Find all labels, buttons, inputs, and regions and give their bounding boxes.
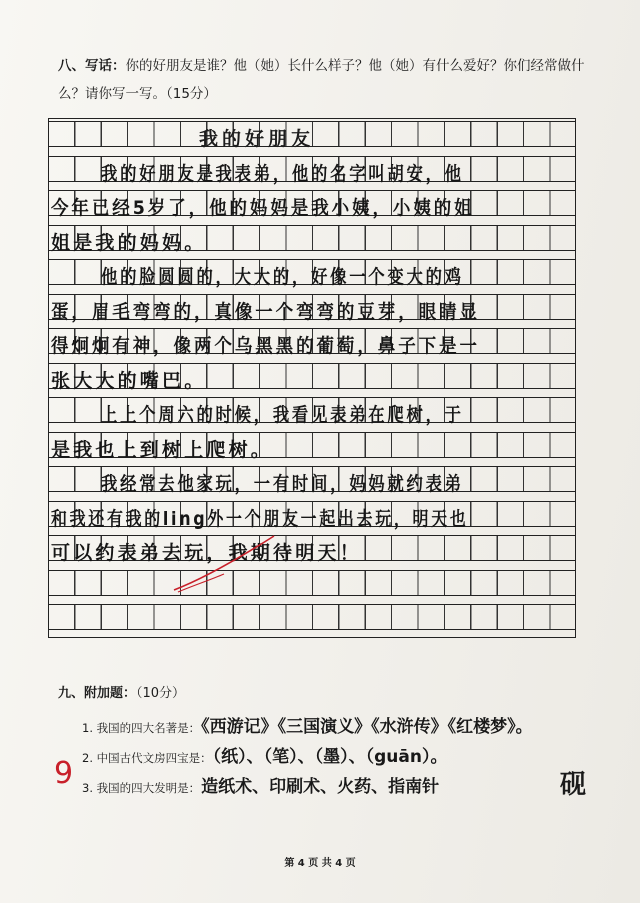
grid-row <box>49 604 575 630</box>
essay-line: 他的脸圆圆的，大大的，好像一个变大的鸡 <box>101 266 464 288</box>
red-check-mark <box>170 528 280 598</box>
question-9-item-3 <box>82 772 440 797</box>
extra-handwritten-answer: 砚 <box>560 770 587 800</box>
grid-row <box>49 190 575 219</box>
essay-line: 姐是我的妈妈。 <box>51 231 207 254</box>
grid-row <box>49 156 575 185</box>
question-9-item-1-answer: 《西游记》《三国演义》《水浒传》《红楼梦》。 <box>201 717 533 737</box>
grid-row <box>49 466 575 495</box>
question-9-item-3-answer: 造纸术、印刷术、火药、指南针 <box>201 777 440 797</box>
question-9-item-1 <box>82 712 534 737</box>
essay-line: 张大大的嘴巴。 <box>51 369 207 392</box>
grid-row <box>49 294 575 323</box>
grid-row <box>49 535 575 564</box>
question-8-prompt: 你的好朋友是谁？他（她）长什么样子？他（她）有什么爱好？你们经常做什么？请你写一写。（15分） <box>58 58 585 102</box>
essay-line: 可以约表弟去玩，我期待明天！ <box>51 542 362 564</box>
grid-row <box>49 259 575 288</box>
essay-line: 和我还有我的ling外一个朋友一起出去玩，明天也 <box>51 507 469 530</box>
essay-line: 蛋，眉毛弯弯的，真像一个弯弯的豆芽，眼睛显 <box>51 300 480 323</box>
grid-row <box>49 225 575 254</box>
writing-grid <box>48 118 576 638</box>
essay-line: 是我也上到树上爬树。 <box>51 438 274 461</box>
question-9-item-2-answer: （纸）、（笔）、（墨）、（guān）。 <box>212 747 448 767</box>
essay-line: 我的好朋友是我表弟，他的名字叫胡安，他 <box>101 162 464 185</box>
question-9-points: （10分） <box>136 686 186 701</box>
question-9 <box>58 682 185 701</box>
page-footer: 第 4 页 共 4 页 <box>284 858 356 869</box>
essay-line: 今年已经5岁了，他的妈妈是我小姨，小姨的姐 <box>51 197 475 219</box>
essay-line: 得炯炯有神，像两个乌黑黑的葡萄，鼻子下是一 <box>51 335 480 357</box>
grid-row <box>49 432 575 461</box>
grid-row <box>49 363 575 392</box>
essay-line: 我经常去他家玩，一有时间，妈妈就约表弟 <box>101 473 464 495</box>
grid-row <box>49 397 575 426</box>
question-9-label: 九、附加题： <box>58 686 137 701</box>
score-mark: 9 <box>54 756 74 791</box>
question-9-item-2-text: 2. 中国古代文房四宝是： <box>82 751 212 765</box>
question-8-label: 八、写话： <box>58 58 126 74</box>
grid-row <box>49 328 575 357</box>
question-9-item-2 <box>82 742 449 767</box>
grid-row <box>49 121 575 150</box>
grid-row <box>49 570 575 596</box>
question-9-item-1-text: 1. 我国的四大名著是： <box>82 721 201 735</box>
question-9-item-3-text: 3. 我国的四大发明是： <box>82 781 201 795</box>
essay-title: 我的好朋友 <box>199 128 315 150</box>
essay-line: 上上个周六的时候，我看见表弟在爬树，于 <box>101 404 464 426</box>
grid-row <box>49 501 575 530</box>
question-8 <box>58 52 598 108</box>
